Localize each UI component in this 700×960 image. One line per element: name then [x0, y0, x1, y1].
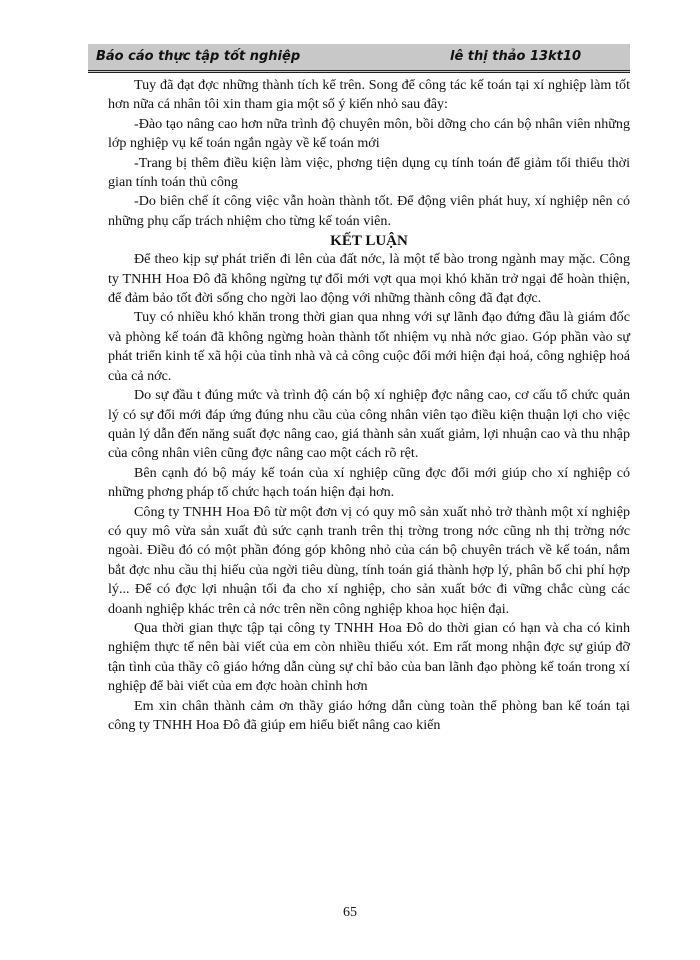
section-heading: KẾT LUẬN [330, 233, 408, 250]
paragraph: Để theo kịp sự phát triển đi lên của đất nớc, là một tế bào trong ngành may mặc. Công ty TNHH Hoa Đô đã không ngừng tự đổi mới vợt qua mọi khó khăn trở ngại để hoàn thiện, để đảm bảo tốt đời sống cho ngời lao động với những thành công đã đạt đợc. [108, 251, 630, 307]
paragraph: -Trang bị thêm điều kiện làm việc, phơng tiện dụng cụ tính toán để giảm tối thiểu thời gian tính toán thủ công [108, 154, 630, 191]
page-header [88, 44, 630, 73]
paragraph: Bên cạnh đó bộ máy kế toán của xí nghiệp cũng đợc đổi mới giúp cho xí nghiệp có những phơng pháp tổ chức hạch toán hiện đại hơn. [108, 464, 630, 501]
paragraph: Em xin chân thành cảm ơn thầy giáo hớng dẫn cùng toàn thể phòng ban kế toán tại công ty TNHH Hoa Đô đã giúp em hiểu biết nâng cao kiến [108, 697, 630, 733]
paragraph: Do sự đầu t đúng mức và trình độ cán bộ xí nghiệp đợc nâng cao, cơ cấu tổ chức quản lý có sự đổi mới đáp ứng đúng nhu cầu của công nhân viên tạo điều kiện thuận lợi cho việc quản lý dẫn đến năng suất đợc nâng cao, giá thành sản xuất giảm, lợi nhuận cao và thu nhập của công nhân viên cũng đợc nâng cao một cách rõ rệt. [108, 387, 630, 462]
paragraph: Qua thời gian thực tập tại công ty TNHH Hoa Đô do thời gian có hạn và cha có kinh nghiệm thực tế nên bài viết của em còn nhiều thiếu xót. Em rất mong nhận đợc sự giúp đỡ tận tình của thầy cô giáo hớng dẫn cùng sự chỉ bảo của ban lãnh đạo phòng kế toán trong xí nghiệp để bài viết của em đợc hoàn chỉnh hơn [108, 619, 630, 695]
page-number: 65 [343, 905, 357, 920]
page-content [108, 76, 630, 735]
paragraph: Tuy có nhiều khó khăn trong thời gian qua nhng với sự lãnh đạo đứng đầu là giám đốc và phòng kế toán đã không ngừng hoàn thành tốt nhiệm vụ nhà nớc giao. Góp phần vào sự phát triển kinh tế xã hội của tỉnh nhà và cả công cuộc đổi mới hiện đại hoá, công nghiệp hoá của cả nớc. [108, 309, 630, 384]
paragraph: Công ty TNHH Hoa Đô từ một đơn vị có quy mô sản xuất nhỏ trở thành một xí nghiệp có quy mô vừa sản xuất đủ sức cạnh tranh trên thị trờng trong nớc cũng nh thị trờng nớc ngoài. Điều đó có một phần đóng góp không nhỏ của cán bộ chuyên trách về kế toán, nắm bắt đợc nhu cầu thị hiếu của ngời tiêu dùng, tính toán giá thành hợp lý, phân bổ chi phí hợp lý... Để có đợc lợi nhuận tối đa cho xí nghiệp, cho sản xuất bớc đi vững chắc cùng các doanh nghiệp khác trên cả nớc trên nền công nghiệp khoa học hiện đại. [108, 503, 630, 617]
paragraph: -Do biên chế ít công việc vẫn hoàn thành tốt. Để động viên phát huy, xí nghiệp nên có những phụ cấp trách nhiệm cho từng kế toán viên. [108, 193, 630, 229]
paragraph: -Đào tạo nâng cao hơn nữa trình độ chuyên môn, bồi dỡng cho cán bộ nhân viên những lớp nghiệp vụ kế toán ngắn ngày về kế toán mới [108, 115, 630, 152]
header-report-title: Báo cáo thực tập tốt nghiệp [96, 49, 301, 64]
paragraph: Tuy đã đạt đợc những thành tích kể trên. Song để công tác kế toán tại xí nghiệp làm tốt hơn nữa cá nhân tôi xin tham gia một số ý kiến nhỏ sau đây: [108, 77, 630, 113]
header-author: lê thị thảo 13kt10 [450, 49, 581, 64]
